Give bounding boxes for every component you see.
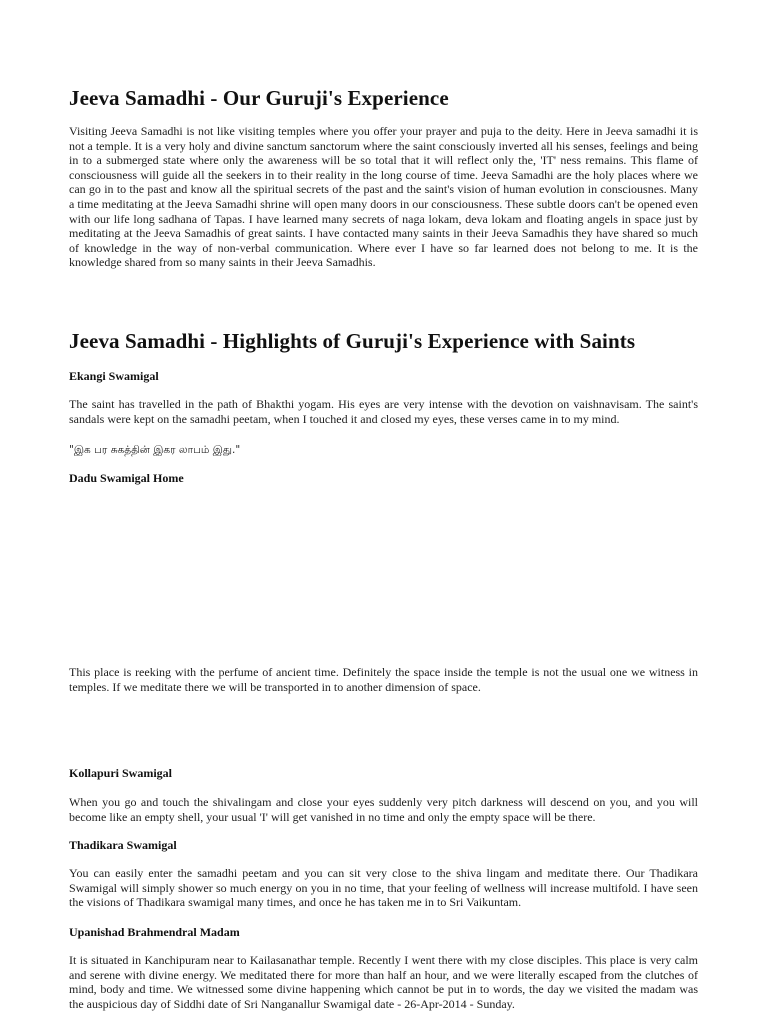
saint-heading-dadu: Dadu Swamigal Home [69, 471, 184, 485]
saint-text-thadikara: You can easily enter the samadhi peetam and you can sit very close to the shiva lingam and meditate there. Our Thadikara Swamigal will simply shower so much energy on you in no time, that your feeling of wellness will increase multifold. I have seen the visions of Thadikara swamigal many times, and once he has taken me in to Sri Vaikuntam. [69, 866, 698, 910]
blank-image-area [69, 492, 698, 660]
intro-paragraph: Visiting Jeeva Samadhi is not like visiting temples where you offer your prayer and puja to the deity. Here in Jeeva samadhi it is not a temple. It is a very holy and divine sanctum sanctorum where the saint consciously inverted all his senses, feelings and being in to a submerged state where only the awareness will be so total that it will reflect only the, 'IT' ness remains. This flame of consciousness will guide all the seekers in to their reality in the long course of time. Jeeva Samadhi are the holy places where we can go in to the past and know all the spiritual secrets of the past and the saint's vision of human evolution in consciousnes. Many a time meditating at the Jeeva Samadhi shrine will open many doors in our consciousness. These subtle doors can't be opened even with our life long sadhana of Tapas. I have learned many secrets of naga lokam, deva lokam and floating angels in space just by meditating at the Jeeva Samadhis of great saints. I have contacted many saints in their Jeeva Samadhis they have shared so much of knowledge in the way of non-verbal communication. Where ever I have so far learned does not belong to me. It is the knowledge shared from so many saints in their Jeeva Samadhis. [69, 124, 698, 270]
saint-text-ekangi: The saint has travelled in the path of Bhakthi yogam. His eyes are very intense with the devotion on vaishnavisam. The saint's sandals were kept on the samadhi peetam, when I touched it and closed my eyes, these verses came in to my mind. [69, 397, 698, 426]
section-heading-highlights: Jeeva Samadhi - Highlights of Guruji's Experience with Saints [69, 329, 636, 353]
saint-text-kollapuri: When you go and touch the shivalingam and close your eyes suddenly very pitch darkness will descend on you, and you will become like an empty shell, your usual 'I' will get vanished in no time and only the empty space will be there. [69, 795, 698, 824]
page-title: Jeeva Samadhi - Our Guruji's Experience [69, 86, 449, 110]
saint-heading-upanishad: Upanishad Brahmendral Madam [69, 925, 240, 939]
saint-heading-thadikara: Thadikara Swamigal [69, 838, 177, 852]
saint-heading-kollapuri: Kollapuri Swamigal [69, 766, 173, 780]
saint-text-upanishad: It is situated in Kanchipuram near to Kailasanathar temple. Recently I went there with my close disciples. This place is very calm and serene with divine energy. We meditated there for more than half an hour, and we were literally escaped from the clutches of mind, body and time. We witnessed some divine happening which cannot be put in to words, the day we visited the madam was the auspicious day of Siddhi date of Sri Nanganallur Swamigal date - 26-Apr-2014 - Sunday. [69, 953, 698, 1011]
saint-verse-ekangi: "இக பர சுகத்தின் இகர லாபம் இது." [69, 444, 241, 456]
saint-heading-ekangi: Ekangi Swamigal [69, 369, 159, 383]
saint-text-dadu: This place is reeking with the perfume of ancient time. Definitely the space inside the temple is not the usual one we witness in temples. If we meditate there we will be transported in to another dimension of space. [69, 665, 698, 694]
